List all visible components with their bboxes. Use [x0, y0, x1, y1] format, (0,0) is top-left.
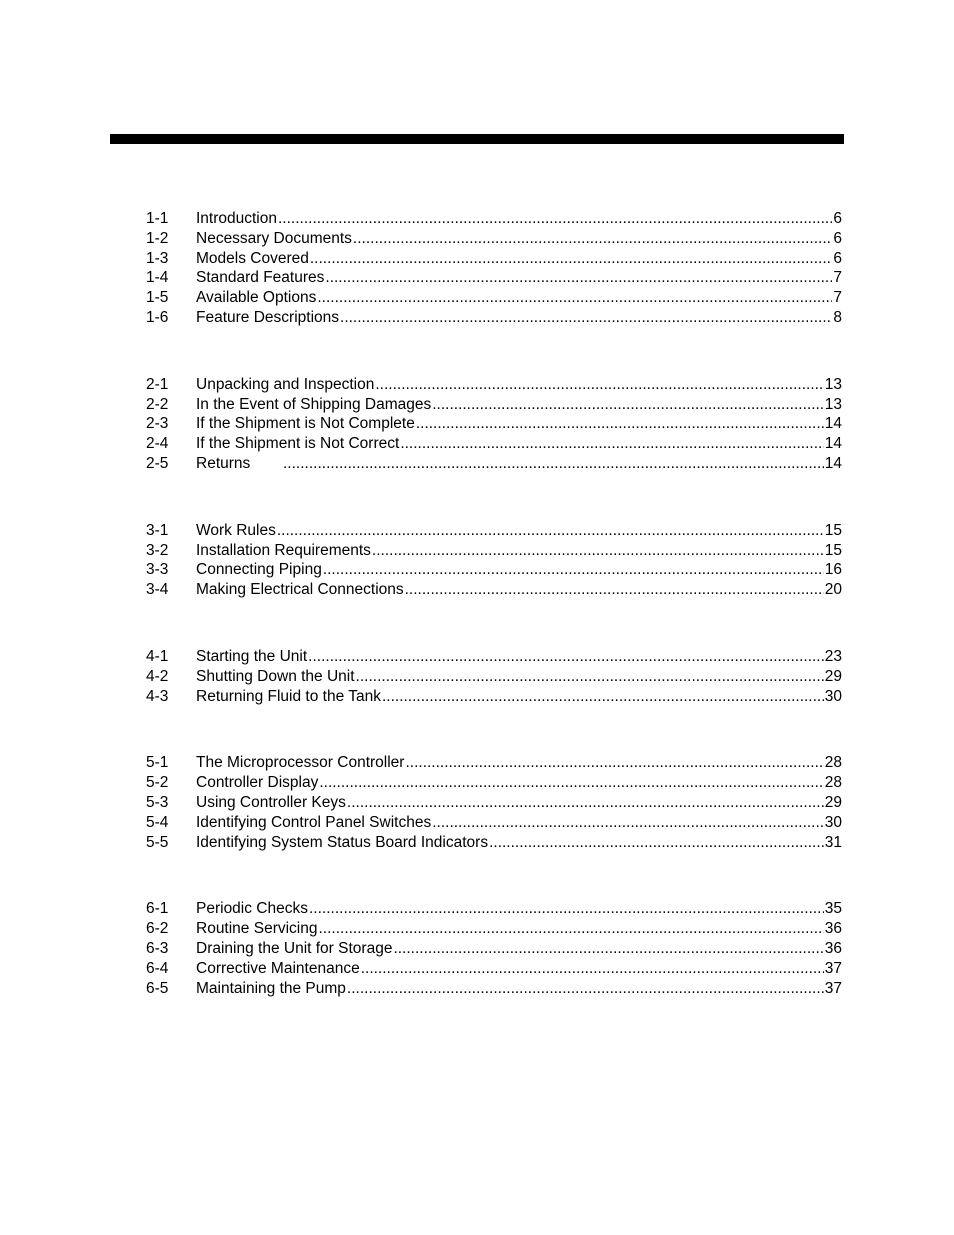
dot-leader: [347, 793, 824, 813]
entry-page: 13: [824, 395, 842, 413]
toc-entry[interactable]: [146, 979, 842, 999]
entry-page: 20: [824, 581, 842, 599]
entry-title: Controller Display: [196, 774, 319, 792]
entry-page: 7: [833, 289, 842, 307]
dot-leader: [432, 395, 824, 415]
entry-number: 6-3: [146, 939, 169, 957]
dot-leader: [405, 753, 823, 773]
dot-leader: [361, 959, 824, 979]
toc-entry[interactable]: [146, 939, 842, 959]
entry-number: 6-1: [146, 900, 169, 918]
dot-leader: [283, 454, 824, 474]
entry-page: 14: [824, 415, 842, 433]
entry-number: 3-3: [146, 561, 169, 579]
dot-leader: [340, 308, 832, 328]
toc-section-3: [146, 521, 842, 600]
toc-entry[interactable]: [146, 434, 842, 454]
dot-leader: [318, 919, 823, 939]
entry-title: The Microprocessor Controller: [196, 754, 405, 772]
entry-page: 30: [824, 813, 842, 831]
dot-leader: [310, 249, 833, 269]
toc-entry[interactable]: [146, 229, 842, 249]
dot-leader: [489, 833, 824, 853]
entry-number: 2-4: [146, 435, 169, 453]
dot-leader: [317, 288, 832, 308]
entry-title: Making Electrical Connections: [196, 581, 404, 599]
entry-title: Maintaining the Pump: [196, 979, 346, 997]
toc-entry[interactable]: [146, 773, 842, 793]
entry-number: 6-5: [146, 979, 169, 997]
toc-section-2: [146, 375, 842, 474]
entry-page: 6: [833, 229, 842, 247]
entry-title: Connecting Piping: [196, 561, 322, 579]
entry-number: 4-2: [146, 667, 169, 685]
entry-number: 1-5: [146, 289, 169, 307]
entry-page: 30: [824, 687, 842, 705]
table-of-contents: [146, 209, 842, 998]
toc-entry[interactable]: [146, 375, 842, 395]
entry-page: 29: [824, 793, 842, 811]
entry-title: Models Covered: [196, 249, 309, 267]
entry-number: 1-2: [146, 229, 169, 247]
entry-number: 1-4: [146, 269, 169, 287]
dot-leader: [405, 580, 824, 600]
toc-entry[interactable]: [146, 833, 842, 853]
entry-page: 13: [824, 375, 842, 393]
toc-entry[interactable]: [146, 249, 842, 269]
entry-page: 8: [833, 308, 842, 326]
entry-title: Corrective Maintenance: [196, 959, 360, 977]
entry-page: 31: [824, 833, 842, 851]
entry-number: 5-3: [146, 793, 169, 811]
entry-page: 29: [824, 667, 842, 685]
entry-title: Starting the Unit: [196, 647, 308, 665]
entry-page: 6: [833, 249, 842, 267]
entry-page: 37: [824, 979, 842, 997]
entry-page: 15: [824, 541, 842, 559]
entry-title: Work Rules: [196, 521, 276, 539]
entry-title: Identifying Control Panel Switches: [196, 813, 432, 831]
entry-page: 23: [824, 647, 842, 665]
toc-entry[interactable]: [146, 521, 842, 541]
dot-leader: [353, 229, 832, 249]
entry-page: 36: [824, 920, 842, 938]
entry-title: Shutting Down the Unit: [196, 667, 355, 685]
dot-leader: [309, 899, 824, 919]
toc-entry[interactable]: [146, 580, 842, 600]
entry-page: 6: [833, 210, 842, 227]
entry-number: 2-1: [146, 375, 169, 393]
entry-page: 37: [824, 959, 842, 977]
toc-entry[interactable]: [146, 959, 842, 979]
entry-title: Installation Requirements: [196, 541, 371, 559]
entry-title: Available Options: [196, 289, 317, 307]
entry-title: If the Shipment is Not Correct: [196, 435, 400, 453]
entry-title: Introduction: [196, 210, 277, 227]
entry-title: Standard Features: [196, 269, 325, 287]
toc-entry[interactable]: [146, 687, 842, 707]
entry-title: Necessary Documents: [196, 229, 352, 247]
dot-leader: [347, 979, 824, 999]
entry-title: Draining the Unit for Storage: [196, 939, 393, 957]
entry-number: 3-2: [146, 541, 169, 559]
toc-entry[interactable]: [146, 414, 842, 434]
toc-entry[interactable]: [146, 753, 842, 773]
toc-entry[interactable]: [146, 308, 842, 328]
entry-number: 2-2: [146, 395, 169, 413]
toc-entry[interactable]: [146, 209, 842, 229]
toc-entry[interactable]: [146, 541, 842, 561]
entry-page: 28: [824, 774, 842, 792]
dot-leader: [400, 434, 823, 454]
dot-leader: [278, 209, 832, 229]
entry-number: 1-6: [146, 308, 169, 326]
toc-entry[interactable]: [146, 919, 842, 939]
entry-page: 7: [833, 269, 842, 287]
entry-title: Periodic Checks: [196, 900, 308, 918]
entry-number: 5-4: [146, 813, 169, 831]
entry-number: 1-1: [146, 210, 169, 227]
entry-page: 14: [824, 454, 842, 472]
entry-page: 16: [824, 561, 842, 579]
toc-entry[interactable]: [146, 667, 842, 687]
entry-number: 6-4: [146, 959, 169, 977]
entry-title: Returns: [196, 454, 251, 472]
toc-entry[interactable]: [146, 813, 842, 833]
entry-title: Routine Servicing: [196, 920, 318, 938]
toc-entry[interactable]: [146, 268, 842, 288]
toc-section-6: [146, 899, 842, 998]
toc-entry[interactable]: [146, 560, 842, 580]
dot-leader: [416, 414, 824, 434]
entry-title: Using Controller Keys: [196, 793, 346, 811]
toc-entry[interactable]: [146, 288, 842, 308]
toc-entry[interactable]: [146, 454, 842, 474]
entry-number: 1-3: [146, 249, 169, 267]
entry-page: 36: [824, 939, 842, 957]
entry-number: 3-4: [146, 581, 169, 599]
entry-number: 6-2: [146, 920, 169, 938]
entry-number: 5-1: [146, 754, 169, 772]
dot-leader: [356, 667, 824, 687]
entry-number: 4-3: [146, 687, 169, 705]
entry-number: 2-3: [146, 415, 169, 433]
dot-leader: [372, 541, 824, 561]
entry-number: 4-1: [146, 647, 169, 665]
toc-section-4: [146, 647, 842, 706]
entry-number: 3-1: [146, 521, 169, 539]
entry-title: Unpacking and Inspection: [196, 375, 375, 393]
entry-page: 15: [824, 521, 842, 539]
entry-title: Feature Descriptions: [196, 308, 340, 326]
dot-leader: [393, 939, 823, 959]
toc-section-5: [146, 753, 842, 852]
entry-page: 35: [824, 900, 842, 918]
entry-title: If the Shipment is Not Complete: [196, 415, 415, 433]
dot-leader: [432, 813, 824, 833]
entry-title: In the Event of Shipping Damages: [196, 395, 432, 413]
entry-page: 14: [824, 435, 842, 453]
dot-leader: [308, 647, 824, 667]
dot-leader: [277, 521, 824, 541]
entry-title: Identifying System Status Board Indicators: [196, 833, 489, 851]
toc-entry[interactable]: [146, 647, 842, 667]
header-rule: [110, 134, 844, 144]
toc-entry[interactable]: [146, 899, 842, 919]
toc-entry[interactable]: [146, 793, 842, 813]
toc-entry[interactable]: [146, 395, 842, 415]
dot-leader: [325, 268, 832, 288]
entry-page: 28: [824, 754, 842, 772]
entry-number: 2-5: [146, 454, 169, 472]
entry-number: 5-5: [146, 833, 169, 851]
dot-leader: [382, 687, 824, 707]
entry-title: Returning Fluid to the Tank: [196, 687, 381, 705]
dot-leader: [319, 773, 823, 793]
dot-leader: [323, 560, 824, 580]
toc-section-1: [146, 209, 842, 328]
entry-number: 5-2: [146, 774, 169, 792]
dot-leader: [375, 375, 823, 395]
